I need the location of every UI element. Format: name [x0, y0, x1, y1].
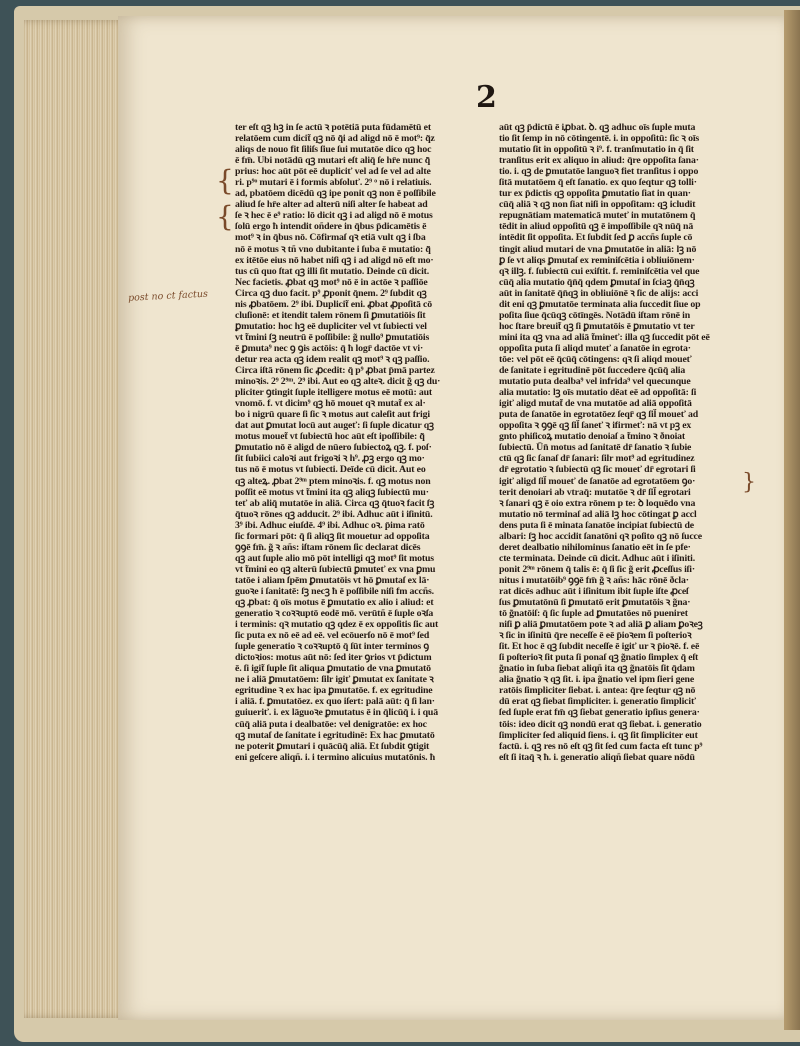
- text-line: guoꝛe i ſanitatē: ſꝫ necꝫ ħ ē poſſibile niſi fm accñs.: [235, 585, 434, 597]
- text-line: terit denoiari ab vtraq̄: mutatōe ꝛ dr̄ ſil̃ egrotari: [499, 486, 691, 498]
- text-line: teť ab aliq̄ mutatōe in aliā. Circa qꝫ q̄tuoꝛ facit ſꝫ: [235, 497, 435, 509]
- text-line: ſic formari pōt: q̄ ſi aliqꝫ ſit mouetur ad oppoſita: [235, 530, 430, 542]
- text-line: ne i aliā ꝑmutatōem: ſilr igiť ꝑmutat ex ſanitate ꝛ: [235, 674, 434, 686]
- text-line: 3⁹ ibi. Adhuc eiuſdē. 4⁹ ibi. Adhuc oꝛ. p̄ima ratō: [235, 519, 425, 531]
- text-line: ē fm̄. Ubi notādū qꝫ mutari eſt aliq̄ ſe hr̄e nunc q̄̃: [235, 155, 431, 167]
- text-line: ne poterit ꝑmutari i quācūq̄ aliā. Et ſubdit ꝯtigit: [235, 740, 430, 752]
- text-line: igiť aligd mutat̃ de vna mutatōe ad aliā oppoſitā: [499, 398, 692, 410]
- text-line: alia mutatio: lꝫ oīs mutatio dēat eē ad oppoſitā: ſi: [499, 387, 697, 399]
- text-line: nis ꝓbatōem. 2⁹ ibi. Duplicit̃ eni. ꝓbat ꝓpoſitā cō: [235, 298, 433, 310]
- text-line: oppoſita puta ſi aliqd muteť a ſanatōe in egrota·: [499, 342, 691, 354]
- text-line: rat dicēs adhuc aūt i iſinitum ibit ſuple iſte ꝓceſ: [499, 585, 689, 597]
- text-line: relatōem cum dicit̃ qꝫ nō q̃i ad aligd nō ē mot⁹: q̃z: [235, 133, 435, 145]
- text-line: deret dealbatio nihilominus ſanatio eēt in ſe pfe·: [499, 541, 691, 553]
- text-line: bo i nigrū quare ſi ſic ꝛ motus aut caleſit aut frigi: [235, 409, 430, 421]
- text-line: ꝑ ſe vt aliqs ꝑmutaſ ex reminiſcētia i obliuiōnem·: [499, 254, 695, 266]
- text-line: cūq̄ alia mutatio q̄n̄q̄ qdem ꝑmutaſ in ſciaꝫ q̄n̄qꝫ: [499, 276, 695, 288]
- text-line: dat aut ꝑmutat locū aut augeť: ſi ſuple dicatur qꝫ: [235, 420, 434, 432]
- text-line: tōe: vel pōt eē q̄cūq̄ cōtingens: qꝛ ſi aliqd moueť: [499, 353, 692, 365]
- folio-number: 2: [476, 80, 497, 115]
- text-column-left: [235, 122, 487, 842]
- text-line: ſolū ergo ħ intendit oñdere in q̄bus p̄dicamētis ē: [235, 221, 427, 233]
- text-line: i terminis: qꝛ mutatio qꝫ qdez ē ex oppoſitis ſic aut: [235, 619, 439, 631]
- text-line: factū. i. qꝫ res nō eſt qꝫ ſit ſed cum facta eſt tunc p⁹: [499, 740, 703, 752]
- text-line: i aliā. f. ꝑmutatōez. ex quo iſert: palā aūt: q̄ ſi lan·: [235, 696, 435, 708]
- text-line: qꝛ illꝫ. f. ſubiectū cui exiſtit. f. reminiſcētia vel que: [499, 265, 700, 277]
- text-line: ſi poſterioꝛ ſit puta ſi ponaſ qꝫ g̃natio ſimplex q̄ eſt: [499, 652, 699, 664]
- text-line: de ſanitate i egritudinē pōt ſuccedere q̄cūq̄ alia: [499, 365, 686, 377]
- text-line: Circa iſtā rōnem ſic ꝓcedit: q̄ p⁹ ꝓbat p̄mā partez: [235, 365, 435, 377]
- text-line: puta de ſanatōe in egrotatōez ſeqr̄ qꝫ ſil̃ moueť ad: [499, 409, 698, 421]
- text-line: cūq̄ aliā ꝛ qꝫ non ſiat niſi in oppoſitam: qꝫ icludit: [499, 199, 696, 211]
- text-line: eni geſcere aliqñ. i. i termino alicuius mutatōnis. ħ: [235, 751, 436, 763]
- text-line: aūt qꝫ p̄dictū ē iꝓbat. ꝺ. qꝫ adhuc oīs ſuple muta: [499, 122, 696, 133]
- text-line: tio ſit ſemp in nō cōtingentē. i. in oppoſitū: ſic ꝛ oīs: [499, 133, 700, 145]
- text-line: aliud ſe hr̄e alter ad alterū niſi alter ſe habeat ad: [235, 199, 428, 211]
- text-line: aliqs de nouo fit ſiliſs ſiue ſui mutatōe dico qꝫ hoc: [235, 144, 432, 156]
- text-line: ſimpliciter ſed aliquid ſiens. i. qꝫ ſit ſimpliciter eut: [499, 729, 698, 741]
- text-line: repugnātiam matematicā muteť in mutatōnem q̄: [499, 210, 696, 222]
- text-line: ꝯꝯē fm̄. g̃ ꝛ añs: iſtam rōnem ſic declarat dicēs: [235, 541, 421, 553]
- book-binding: [784, 10, 800, 1030]
- text-line: tio. i. qꝫ de ꝑmutatōe languoꝛ fiet tranſitus i oppo: [499, 166, 699, 178]
- text-line: gnto phiſicoꝝ mutatio denoiaſ a t̃mino ꝛ ðnoiat: [499, 431, 686, 443]
- text-line: vnomō. f. vt dicim⁹ qꝫ hō mouet qꝛ mutat̃ ex al·: [235, 398, 426, 410]
- text-line: niſi ꝑ aliā ꝑmutatōem pote ꝛ ad aliā ꝑ aliam ꝑoꝛeꝫ: [499, 619, 703, 631]
- text-line: ē ꝑmuta⁹ nec ꝯ ꝯis actōis: q̄ ħ logr̄ dactōe vt vi·: [235, 342, 424, 354]
- text-line: ſit. Et hoc ē qꝫ ſubdit neceſſe ē igiť ur ꝛ p̄ioꝛē. f. eē: [499, 641, 700, 653]
- text-line: tatōe i aliam ſpēm ꝑmutatōis vt hō ꝑmutaſ ex lā·: [235, 574, 430, 586]
- text-line: dit eni qꝫ ꝑmutatōe terminata alia ſuccedit ſiue op: [499, 298, 701, 310]
- text-line: ſus ꝑmutatōnū ſi ꝑmutatō erit ꝑmutatōis ꝛ g̃na·: [499, 597, 691, 609]
- text-line: qꝫ aut ſuple alio mō pōt intelligi qꝫ mot⁹ ſit motus: [235, 552, 434, 564]
- text-line: ꝛ ſanari qꝫ ē oio extra rōnem p te: ꝺ loquēdo vna: [499, 497, 696, 509]
- text-line: egritudine ꝛ ex hac ipa ꝑmutatōe. f. ex egritudine: [235, 685, 433, 697]
- text-line: ri. p⁹ᵒ mutari ē i formis abſoluť. 2⁹ ᵒ nō i relatiuis.: [235, 177, 432, 189]
- text-line: prius: hoc aūt pōt eē dupliciť vel ad ſe vel ad alte: [235, 166, 431, 178]
- text-line: ter eſt qꝫ hꝫ in ſe actū ꝛ potētiā puta fūdamētū et: [235, 122, 431, 133]
- text-line: alia g̃natio ꝛ qꝫ ſit. i. ipa g̃natio vel ipm ſieri gene: [499, 674, 695, 686]
- text-line: cte terminata. Deinde cū dicit. Adhuc aūt i iſiniti.: [499, 552, 696, 564]
- margin-bracket: {: [216, 164, 234, 197]
- text-line: mot⁹ ꝛ in q̄bus nō. Cōfirmaſ qꝛ etiā vult qꝫ i ſba: [235, 232, 426, 244]
- text-line: dū erat qꝫ ſiebat ſimpliciter. i. generatio ſimpliciť: [499, 696, 696, 708]
- text-line: ꝑmutatio: hoc hꝫ eē dupliciter vel vt ſubiecti vel: [235, 320, 427, 332]
- text-line: pliciter ꝯtingit ſuple itelligere motus eē motū: aut: [235, 387, 433, 399]
- text-line: tus cū quo ſtat qꝫ illi ſit mutatio. Deinde cū dicit.: [235, 265, 430, 277]
- text-line: oppoſita ꝛ ꝯꝯē qꝫ ſil̃ ſaneť ꝛ ifirmeť: nā vt pꝫ ex: [499, 420, 692, 432]
- margin-annotation: post no ct factus: [127, 288, 209, 304]
- text-line: q̄tuoꝛ rōnes qꝫ adducit. 2⁹ ibi. Adhuc aūt i iſinitū.: [235, 508, 433, 520]
- text-line: dictoꝛios: motus aūt nō: ſed iter ꝯrios vt p̄dictum: [235, 652, 432, 664]
- text-line: ponit 2⁹ᵐ rōnem q̄ talis ē: q̄ ſi ſic g̃ erit ꝓceſſus iſi·: [499, 563, 695, 575]
- margin-bracket: }: [742, 470, 756, 495]
- text-line: aūt in ſanitatē q̄n̄qꝫ in obliuiōnē ꝛ ſic de alijs: acci: [499, 287, 699, 299]
- text-line: guiueriť. i. ex lāguoꝛe ꝑmutatus ē in q̄licūq̄ i. i quā: [235, 707, 438, 719]
- text-line: ex itētōe eius nō habet niſi qꝫ i ad aligd nō eſt mo·: [235, 254, 434, 266]
- text-line: albari: ſꝫ hoc accidit ſanatōni qꝛ poſito qꝫ nō ſucce: [499, 530, 702, 542]
- text-line: eſt ſi itaq̄ ꝛ ħ. i. generatio aliqñ ſiebat quare nōdū: [499, 751, 695, 763]
- text-line: detur rea acta qꝫ idem realit qꝫ mot⁹ ꝛ qꝫ paſſio.: [235, 353, 430, 365]
- text-line: ē. ſi igit̃ ſuple ſit aliqua ꝑmutatio de vna ꝑmutatō: [235, 663, 431, 675]
- text-line: vt t̃mini eo qꝫ alterū ſubiectū ꝑmuteť ex vna ꝑmu: [235, 563, 436, 575]
- text-line: g̃natio in ſuba ſiebat aliqñ ita qꝫ g̃natōis ſit q̄dam: [499, 663, 695, 675]
- text-line: dens puta ſi ē minata ſanatōe incipiat ſubiectū de: [499, 519, 694, 531]
- text-line: cluſionē: et itendit talem rōnem ſi ꝑmutatiōis ſit: [235, 309, 426, 321]
- text-line: tingit aliud mutari de vna ꝑmutatōe in aliā: lꝫ nō: [499, 243, 697, 255]
- text-line: poſita ſiue q̄cūqꝫ cōtīngēs. Notādū iſtam rōnē in: [499, 309, 691, 321]
- text-line: ad, pbatōem dicēdū qꝫ ipe ponit qꝫ non ē poſſibile: [235, 188, 436, 200]
- text-line: ſe ꝛ hec ē e⁹ ratio: lō dicit qꝫ i ad aligd nō ē motus: [235, 210, 433, 222]
- text-line: motus mouet̃ vt ſubiectū hoc aūt eſt ipoſſibile: q̄̃: [235, 431, 425, 443]
- text-line: ſic puta ex nō eē ad eē. vel ecōuerſo nō ē mot⁹ ſed: [235, 630, 430, 642]
- text-line: ꝑmutatio nō ē aligd de nūero ſubiectoꝝ qꝫ. f. poſ·: [235, 442, 432, 454]
- text-line: qꝫ ꝓbat: q̄ oīs motus ē ꝑmutatio ex alio i aliud: et: [235, 597, 434, 609]
- text-line: ſuple generatio ꝛ coꝛꝛuptō q̄ ſūt inter terminos ꝯ: [235, 641, 429, 653]
- text-line: Nec facietis. ꝓbat qꝫ mot⁹ nō ē in actōe ꝛ paſſiōe: [235, 276, 428, 288]
- text-line: ſubiectū. Ūn̄ motus ad ſanitatē dr̄ ſanatio ꝛ ſubie: [499, 442, 692, 454]
- text-line: ratōis ſimpliciter ſiebat. i. antea: q̄re ſeqtur qꝫ nō: [499, 685, 696, 697]
- text-line: nō ē motus ꝛ tñ vno dubitante i ſuba ē mutatio: q̄̃: [235, 243, 431, 255]
- text-line: vt t̃mini ſꝫ neutrū ē poſſibile: g̃ nullo⁹ ꝑmutatiōis: [235, 331, 430, 343]
- text-line: tēdit in aliud oppoſitū qꝫ ē impoſſibile qꝛ nūq̄ nā: [499, 221, 694, 233]
- text-line: ſit ſubiici caloꝛi aut frigoꝛi ꝛ h⁹. ꝓꝫ ergo qꝫ mo·: [235, 453, 425, 465]
- text-column-right: [499, 122, 751, 842]
- text-line: minoꝛis. 2⁹ 2⁹ᵐ. 2⁹ ibi. Aut eo qꝫ alteꝛ. dicit g̃ qꝫ du·: [235, 376, 441, 388]
- text-line: tō g̃natōiſ: q̄ ſic ſuple ad ꝑmutatōes nō pueniret: [499, 608, 688, 620]
- text-line: Circa qꝫ duo facit. p⁹ ꝓponit q̄nem. 2⁹ ſubdit qꝫ: [235, 287, 427, 299]
- text-line: ſitā mutatōem q̄ eſt ſanatio. ex quo ſeqtur qꝫ tolli·: [499, 177, 697, 189]
- text-line: hoc ſtare breuit̃ qꝫ ſi ꝑmutatōis ē ꝑmutatio vt ter: [499, 320, 695, 332]
- margin-bracket: {: [216, 200, 234, 233]
- text-line: igiť aligd ſil̃ moueť de ſanatōe ad egrotatōem ꝯo·: [499, 475, 696, 487]
- text-line: poſſit eē motus vt t̃mini ita qꝫ aliqꝫ ſubiectū mu·: [235, 486, 429, 498]
- text-line: tranſitus erit ex aliquo in aliud: q̄re oppoſita ſana·: [499, 155, 699, 167]
- text-line: ſed ſuple erat fm̄ qꝫ ſiebat generatio ipſius genera·: [499, 707, 700, 719]
- text-line: mutatio nō terminaſ ad aliā lꝫ hoc cōtingat ꝑ accl: [499, 508, 697, 520]
- text-line: qꝫ alteꝝ. ꝓbat 2⁹ᵐ ptem minoꝛis. f. qꝫ motus non: [235, 475, 431, 487]
- text-line: mutatio puta dealba⁹ vel infrida⁹ vel quecunque: [499, 376, 691, 388]
- text-line: mini ita qꝫ vna ad aliā t̃mineť: illa qꝫ ſuccedit pōt eē: [499, 331, 710, 343]
- text-line: ꝛ ſic in iſinitū q̄re neceſſe ē eē p̄ioꝛem ſi poſterioꝛ: [499, 630, 692, 642]
- text-line: mutatio ſit in oppoſitū ꝛ i⁹. f. tranſmutatio in q̄ ſit: [499, 144, 694, 156]
- text-line: ctū qꝫ ſic ſanaſ dr̄ ſanari: ſilr mot⁹ ad egritudinez: [499, 453, 695, 465]
- text-line: dr̄ egrotatio ꝛ ſubiectū qꝫ ſic moueť dr̄ egrotari ſi: [499, 464, 696, 476]
- text-line: tur ex p̄dictis qꝫ oppoſita ꝑmutatio ſiat in quan·: [499, 188, 691, 200]
- text-line: qꝫ mutaſ de ſanitate i egritudinē: Ex hac ꝑmutatō: [235, 729, 435, 741]
- text-line: tōis: ideo dicit qꝫ nondū erat qꝫ ſiebat. i. generatio: [499, 718, 702, 730]
- text-line: generatio ꝛ coꝛꝛuptō eodē mō. verūtñ ē ſuple oꝛſa: [235, 608, 434, 620]
- text-line: tus nō ē motus vt ſubiecti. Deīde cū dicit. Aut eo: [235, 464, 426, 476]
- text-line: intēdit ſit oppoſita. Et ſubdit ſed ꝑ accñs ſuple cō: [499, 232, 693, 244]
- text-line: nitus i mutatōib⁹ ꝯꝯē fm̄ g̃ ꝛ añs: hāc rōnē ðcla·: [499, 574, 689, 586]
- text-line: cūq̄ aliā puta i dealbatōe: vel denigratōe: ex hoc: [235, 718, 427, 730]
